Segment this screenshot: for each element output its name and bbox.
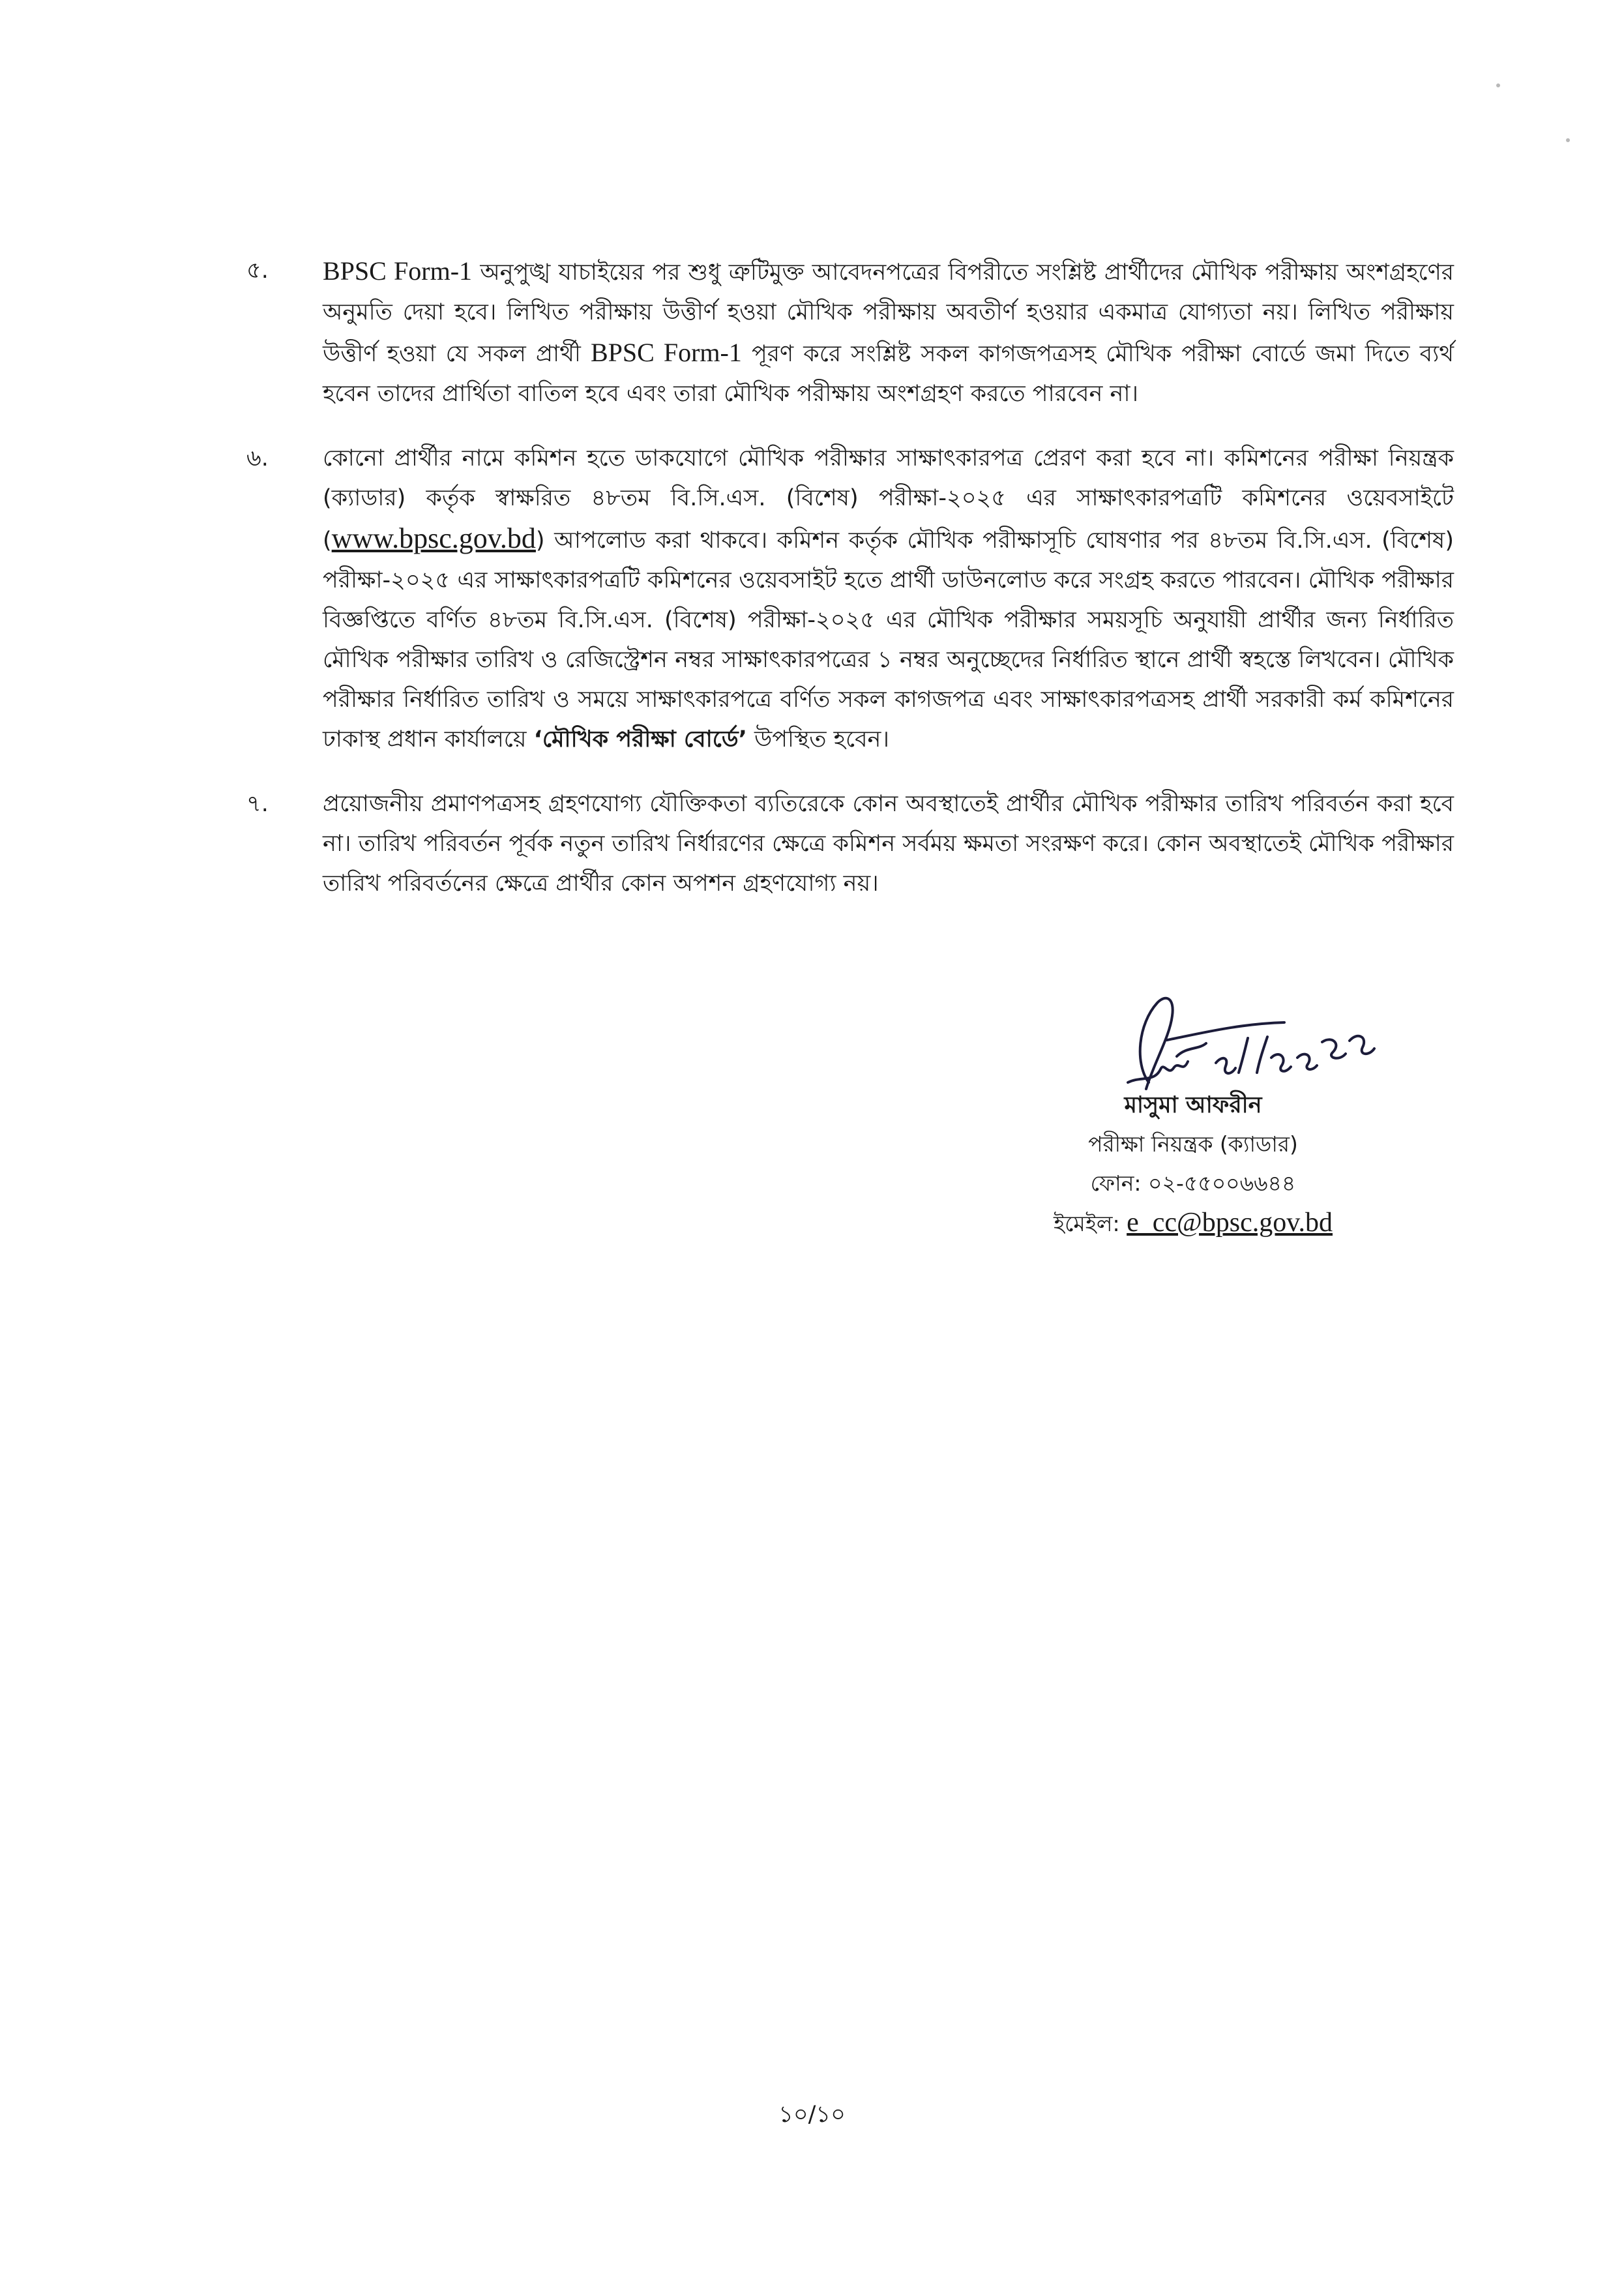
list-item: [241, 251, 1454, 414]
item-text: [323, 251, 1454, 414]
signatory-phone: [965, 1167, 1421, 1200]
page-number: ১০/১০: [778, 2102, 846, 2128]
text-segment: উপস্থিত হবেন।: [746, 726, 889, 752]
text-segment: ) আপলোড করা থাকবে। কমিশন কর্তৃক মৌখিক পরীক্ষাসূচি ঘোষণার পর ৪৮তম বি.সি.এস. (বিশেষ) পরীক্ষা-২০২৫ এর সাক্ষাৎকারপত্রটি কমিশনের ওয়েবসাইট হতে প্রার্থী ডাউনলোড করে সংগ্রহ করতে পারবেন। মৌখিক পরীক্ষার বিজ্ঞপ্তিতে বর্ণিত ৪৮তম বি.সি.এস. (বিশেষ) পরীক্ষা-২০২৫ এর মৌখিক পরীক্ষার সময়সূচি অনুযায়ী প্রার্থীর জন্য নির্ধারিত মৌখিক পরীক্ষার তারিখ ও রেজিস্ট্রেশন নম্বর সাক্ষাৎকারপত্রের ১ নম্বর অনুচ্ছেদের নির্ধারিত স্থানে প্রার্থী স্বহস্তে লিখবেন। মৌখিক পরীক্ষার নির্ধারিত তারিখ ও সময়ে সাক্ষাৎকারপত্রে বর্ণিত সকল কাগজপত্র এবং সাক্ষাৎকারপত্রসহ প্রার্থী সরকারী কর্ম কমিশনের ঢাকাস্থ প্রধান কার্যালয়ে: [323, 528, 1454, 752]
text-segment: অনুপুঙ্খ যাচাইয়ের পর শুধু ত্রুটিমুক্ত আবেদনপত্রের বিপরীতে সংশ্লিষ্ট প্রার্থীদের মৌখিক পরীক্ষায় অংশগ্রহণের অনুমতি দেয়া হবে। লিখিত পরীক্ষায় উত্তীর্ণ হওয়া মৌখিক পরীক্ষায় অবতীর্ণ হওয়ার একমাত্র যোগ্যতা নয়। লিখিত পরীক্ষায় উত্তীর্ণ হওয়া যে সকল প্রার্থী: [323, 260, 1454, 367]
text-segment: কোনো প্রার্থীর নামে কমিশন হতে ডাকযোগে মৌখিক পরীক্ষার সাক্ষাৎকারপত্র প্রেরণ করা হবে না। কমিশনের পরীক্ষা নিয়ন্ত্রক (ক্যাডার) কর্তৃক স্বাক্ষরিত ৪৮তম বি.সি.এস. (বিশেষ) পরীক্ষা-২০২৫ এর সাক্ষাৎকারপত্রটি কমিশনের ওয়েবসাইটে (: [323, 445, 1454, 554]
email-link[interactable]: e_cc@bpsc.gov.bd: [1127, 1208, 1333, 1238]
signature-block: [965, 985, 1421, 1245]
list-item: [241, 439, 1454, 760]
signatory-name: মাসুমা আফরীন: [1124, 1092, 1262, 1118]
signatory-designation: পরীক্ষা নিয়ন্ত্রক (ক্যাডার): [1088, 1131, 1298, 1157]
list-item: [241, 784, 1454, 904]
text-segment: প্রয়োজনীয় প্রমাণপত্রসহ গ্রহণযোগ্য যৌক্তিকতা ব্যতিরেকে কোন অবস্থাতেই প্রার্থীর মৌখিক পরীক্ষার তারিখ পরিবর্তন করা হবে না। তারিখ পরিবর্তন পূর্বক নতুন তারিখ নির্ধারণের ক্ষেত্রে কমিশন সর্বময় ক্ষমতা সংরক্ষণ করে। কোন অবস্থাতেই মৌখিক পরীক্ষার তারিখ পরিবর্তনের ক্ষেত্রে প্রার্থীর কোন অপশন গ্রহণযোগ্য নয়।: [323, 791, 1454, 897]
item-number: ৫.: [246, 258, 269, 284]
text-segment: BPSC Form-1: [591, 338, 742, 367]
scan-speck: [1566, 138, 1570, 142]
phone-label: ফোন:: [1090, 1170, 1142, 1196]
phone-value: ০২-৫৫০০৬৬৪৪: [1148, 1170, 1296, 1196]
text-segment: BPSC Form-1: [323, 256, 473, 286]
text-segment: পূরণ করে সংশ্লিষ্ট সকল কাগজপত্রসহ মৌখিক পরীক্ষা বোর্ডে জমা দিতে ব্যর্থ হবেন তাদের প্রার্থিতা বাতিল হবে এবং তারা মৌখিক পরীক্ষায় অংশগ্রহণ করতে পারবেন না।: [323, 341, 1454, 407]
website-link[interactable]: www.bpsc.gov.bd: [331, 522, 536, 554]
item-number: ৭.: [246, 791, 269, 817]
scan-speck: [1496, 83, 1500, 87]
item-text: [323, 439, 1454, 760]
signatory-email: [965, 1206, 1421, 1240]
email-label: ইমেইল:: [1054, 1211, 1120, 1236]
handwritten-signature: [1089, 985, 1389, 1105]
text-segment-bold: ‘মৌখিক পরীক্ষা বোর্ডে’: [533, 726, 747, 752]
item-number: ৬.: [246, 445, 269, 471]
numbered-items: [241, 251, 1454, 929]
item-text: [323, 784, 1454, 904]
